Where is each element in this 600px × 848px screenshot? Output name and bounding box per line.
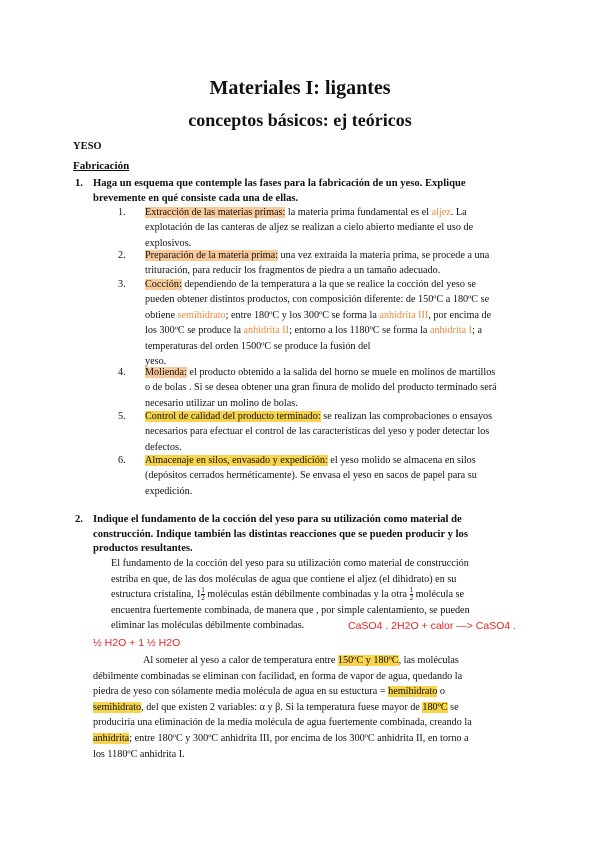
answer-line [111, 587, 531, 603]
item-heading: Preparación de la materia prima: [145, 250, 278, 261]
item-heading: Control de calidad del producto terminado: [145, 411, 321, 422]
item-text: . La [450, 207, 467, 218]
answer-paragraph-2 [93, 653, 533, 762]
answer-line: estriba en que, de las dos moléculas de agua que contiene el aljez (el dihidrato) en su [111, 573, 457, 585]
item-heading: Cocción: [145, 279, 182, 290]
item-text: necesario utilizar un molino de bolas. [145, 397, 298, 409]
item-text: , por encima de [428, 309, 492, 321]
question-line: brevemente en qué consiste cada una de ellas. [93, 192, 299, 204]
item-text: dependiendo de la temperatura a la que se realice la cocción del yeso se [181, 279, 476, 290]
item-text: (depósitos cerrados herméticamente). Se envasa el yeso en sacos de papel para su [145, 470, 477, 482]
item-heading: Extracción de las materias primas: [145, 207, 286, 218]
item-text: temperaturas del orden 1500ºC se produce la fusión del [145, 340, 371, 352]
highlight-term: anhidrita I [429, 325, 473, 337]
answer-text: , del que existen 2 variables: α y β. Si la temperatura fuese mayor de [141, 701, 423, 713]
answer-text: eliminar las moléculas débilmente combinadas. [111, 620, 305, 632]
item-text: se realizan las comprobaciones o ensayos [320, 411, 493, 422]
fraction-denominator: 2 [409, 594, 414, 603]
chemical-equation-continued: ½ H2O + 1 ½ H2O [93, 637, 181, 649]
highlight-term: anhidrita III [379, 309, 429, 321]
highlight-term: semihidrato [177, 309, 226, 321]
document-subtitle: conceptos básicos: ej teóricos [188, 110, 412, 130]
answer-line [93, 700, 533, 716]
item-text: la materia prima fundamental es el [285, 207, 432, 218]
answer-line [111, 618, 531, 634]
answer-text: estructura cristalina, [111, 589, 197, 601]
list-item [118, 248, 530, 279]
chemical-equation: CaSO4 . 2H2O + calor —> CaSO4 . [348, 620, 517, 633]
item-heading: Molienda: [145, 367, 187, 378]
subsection-heading: Fabricación [73, 160, 130, 172]
highlight-term: semihidrato [93, 701, 142, 713]
item-text: los 300ºC se produce la [145, 325, 244, 337]
question-1 [75, 177, 523, 206]
item-number: 3. [118, 279, 126, 290]
item-text: una vez extraída la materia prima, se procede a una [277, 250, 490, 261]
list-item [118, 365, 530, 411]
answer-text: o [437, 686, 446, 698]
answer-text: moléculas están débilmente combinadas y la otra [204, 589, 410, 601]
list-item [118, 453, 530, 499]
fraction-denominator: 2 [201, 594, 205, 603]
item-text: explotación de las canteras de aljez se realizan a cielo abierto mediante el uso de [145, 222, 474, 234]
highlight-term: anhidrita II [243, 325, 290, 337]
item-number: 6. [118, 455, 126, 466]
item-text: defectos. [145, 441, 182, 453]
item-heading: Almacenaje en silos, envasado y expedición: [145, 455, 328, 466]
item-text: el yeso molido se almacena en silos [327, 455, 476, 466]
fraction-numerator: 1 [409, 586, 414, 595]
highlight-term: aljez [431, 207, 451, 218]
list-item [118, 409, 530, 455]
highlight-term: anhidrita [93, 732, 130, 744]
answer-line: encuentra fuertemente combinada, de manera que , por simple calentamiento, se pueden [111, 604, 470, 616]
item-text: o de bolas . Si se desea obtener una gran finura de molido del producto terminado será [145, 382, 497, 394]
question-number: 1. [75, 178, 83, 189]
list-item [118, 277, 530, 369]
answer-line: los 1180ºC anhidrita I. [93, 748, 185, 760]
item-number: 2. [118, 250, 126, 261]
document-title: Materiales I: ligantes [209, 77, 391, 99]
answer-text: , las moléculas [398, 655, 459, 666]
highlight-term: 150ºC y 180ºC [337, 655, 399, 666]
answer-line [93, 684, 533, 700]
answer-text: ; entre 180ºC y 300ºC anhidrita III, por encima de los 300ºC anhidrita II, en torno a [129, 732, 469, 744]
list-item [118, 205, 530, 251]
answer-text: Al someter al yeso a calor de temperatura entre [143, 655, 338, 666]
answer-text: se [447, 701, 459, 713]
item-number: 4. [118, 367, 126, 378]
item-number: 1. [118, 207, 126, 218]
answer-text: molécula se [413, 589, 464, 601]
answer-line [93, 731, 533, 747]
question-line: Indique el fundamento de la cocción del yeso para su utilización como material de [93, 514, 462, 525]
question-line: Haga un esquema que contemple las fases para la fabricación de un yeso. Explique [93, 178, 466, 189]
fraction-numerator: 1 [201, 586, 205, 595]
answer-paragraph [111, 556, 531, 634]
item-text: expedición. [145, 485, 193, 497]
item-text: el producto obtenido a la salida del horno se muele en molinos de martillos [186, 367, 496, 378]
answer-line: El fundamento de la cocción del yeso para su utilización como material de construcción [111, 558, 469, 569]
item-text: obtiene [145, 309, 178, 321]
item-text: pueden obtener distintos productos, con composición diferente: de 150ºC a 180ºC se [145, 294, 490, 306]
highlight-term: hemihidrato [388, 686, 438, 698]
question-2 [75, 513, 523, 557]
answer-line: produciría una eliminación de la media molécula de agua fuertemente combinada, creando la [93, 717, 472, 729]
item-text: ; entorno a los 1180ºC se forma la [289, 325, 430, 337]
question-line: construcción. Indique también las distintas reacciones que se pueden producir y los [93, 528, 468, 540]
item-number: 5. [118, 411, 126, 422]
item-text: ; a [472, 325, 482, 337]
highlight-term: 180ºC [422, 701, 448, 713]
item-text: yeso. [145, 356, 167, 368]
item-text: explosivos. [145, 237, 192, 249]
item-text: trituración, para reducir los fragmentos de piedra a un tamaño adecuado. [145, 265, 441, 277]
answer-text: piedra de yeso con sólamente media molécula de agua en su estuctura = [93, 686, 389, 698]
answer-line [93, 653, 533, 669]
answer-text: 1 [196, 589, 202, 601]
question-line: productos resultantes. [93, 543, 193, 555]
answer-line: débilmente combinadas se eliminan con facilidad, en forma de vapor de agua, quedando la [93, 670, 463, 682]
section-heading: YESO [73, 141, 102, 152]
item-text: necesarios para efectuar el control de las características del yeso y poder detectar los [145, 426, 490, 438]
item-text: ; entre 180ºC y los 300ºC se forma la [225, 309, 380, 321]
question-number: 2. [75, 514, 83, 525]
